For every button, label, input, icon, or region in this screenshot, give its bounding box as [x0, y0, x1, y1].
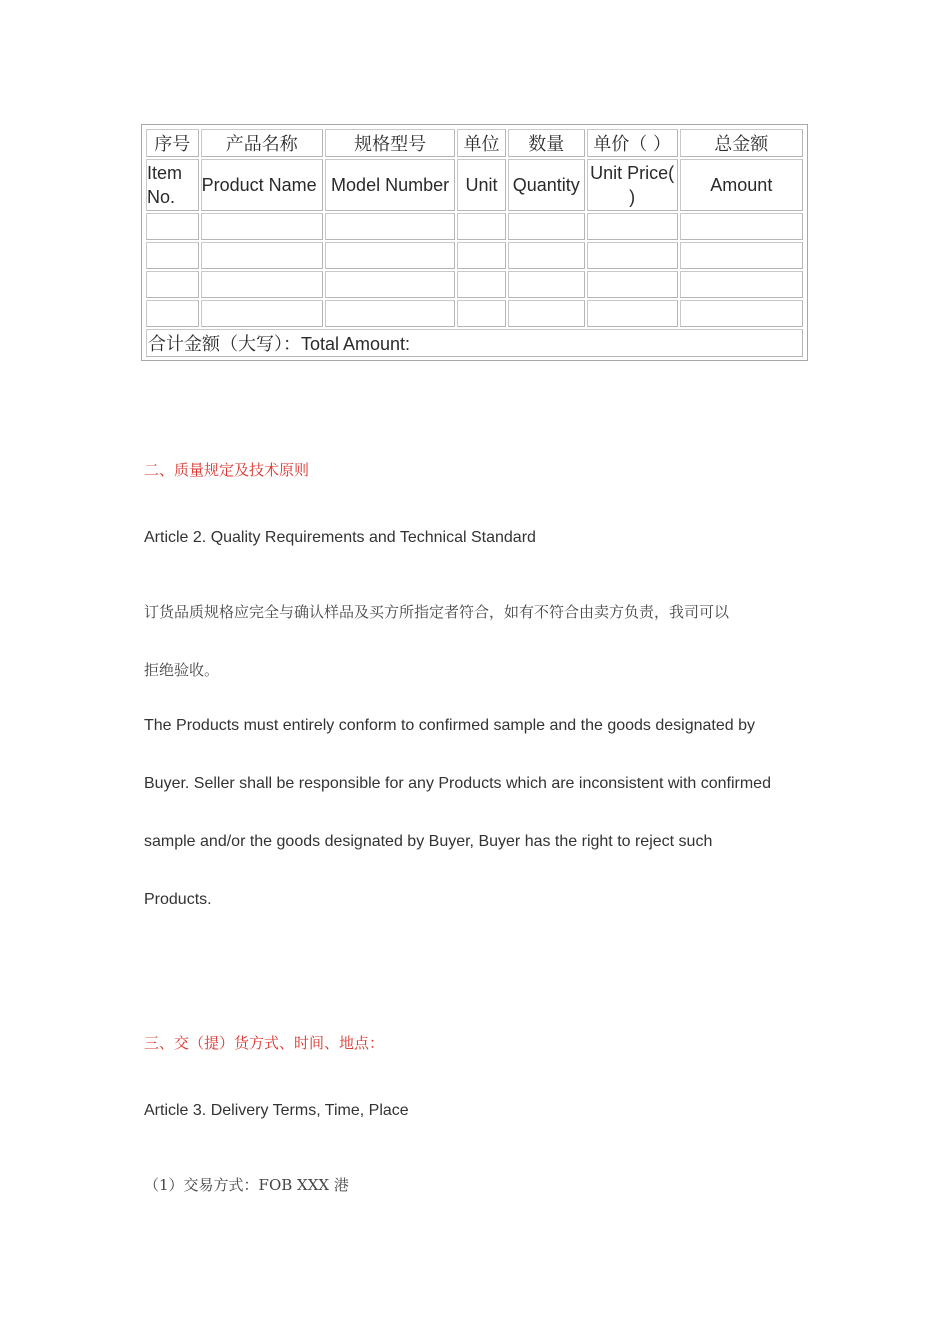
article2-para-cn-line1: 订货品质规格应完全与确认样品及买方所指定者符合，如有不符合由卖方负责，我司可以 — [144, 603, 730, 621]
total-row — [146, 329, 803, 357]
article2-para-en-line3: sample and/or the goods designated by Buyer, Buyer has the right to reject such — [144, 833, 713, 850]
table-cell — [508, 300, 585, 327]
header-cn-item-no: 序号 — [146, 129, 199, 157]
table-row — [146, 242, 803, 269]
table-cell — [587, 300, 678, 327]
table-row — [146, 271, 803, 298]
header-cn-quantity: 数量 — [508, 129, 585, 157]
table-cell — [680, 271, 803, 298]
table-cell — [508, 271, 585, 298]
table-cell — [457, 213, 506, 240]
header-cn-unit-price: 单价（ ） — [587, 129, 678, 157]
table-cell — [146, 242, 199, 269]
header-en-model-number: Model Number — [325, 159, 455, 211]
table-cell — [457, 271, 506, 298]
table-row — [146, 300, 803, 327]
header-en-product-name: Product Name — [201, 159, 323, 211]
table-cell — [457, 242, 506, 269]
article3-title-cn: 三、交（提）货方式、时间、地点： — [144, 1034, 385, 1052]
table-cell — [201, 271, 323, 298]
table-cell — [146, 300, 199, 327]
table-cell — [587, 213, 678, 240]
table-cell — [325, 271, 455, 298]
table-cell — [325, 213, 455, 240]
article2-title-en: Article 2. Quality Requirements and Technical Standard — [144, 529, 536, 546]
article2-para-en-line2: Buyer. Seller shall be responsible for any Products which are inconsistent with confirmed — [144, 775, 771, 792]
table-row — [146, 213, 803, 240]
header-row-en — [146, 159, 803, 211]
table-cell — [457, 300, 506, 327]
table-cell — [201, 300, 323, 327]
table-cell — [201, 213, 323, 240]
table-cell — [201, 242, 323, 269]
header-en-quantity: Quantity — [508, 159, 585, 211]
article3-title-en: Article 3. Delivery Terms, Time, Place — [144, 1102, 409, 1119]
header-en-amount: Amount — [680, 159, 803, 211]
header-cn-model-number: 规格型号 — [325, 129, 455, 157]
header-en-unit: Unit — [457, 159, 506, 211]
order-table — [141, 124, 808, 361]
table-cell — [146, 213, 199, 240]
total-amount-label: 合计金额（大写）：Total Amount: — [146, 329, 803, 357]
table-cell — [680, 300, 803, 327]
header-en-item-no: Item No. — [146, 159, 199, 211]
table-cell — [680, 213, 803, 240]
header-cn-product-name: 产品名称 — [201, 129, 323, 157]
table-cell — [508, 213, 585, 240]
article2-title-cn: 二、质量规定及技术原则 — [144, 461, 310, 479]
article2-para-cn-line2: 拒绝验收。 — [144, 661, 220, 679]
article3-item1: （1）交易方式：FOB XXX 港 — [144, 1176, 349, 1194]
table-cell — [508, 242, 585, 269]
table-cell — [587, 271, 678, 298]
table-cell — [325, 242, 455, 269]
article2-para-en-line4: Products. — [144, 891, 212, 908]
table-cell — [587, 242, 678, 269]
header-en-unit-price: Unit Price( ) — [587, 159, 678, 211]
header-cn-unit: 单位 — [457, 129, 506, 157]
header-cn-amount: 总金额 — [680, 129, 803, 157]
article2-para-en-line1: The Products must entirely conform to confirmed sample and the goods designated by — [144, 717, 755, 734]
table-cell — [680, 242, 803, 269]
table-cell — [325, 300, 455, 327]
header-row-cn — [146, 129, 803, 157]
table-cell — [146, 271, 199, 298]
